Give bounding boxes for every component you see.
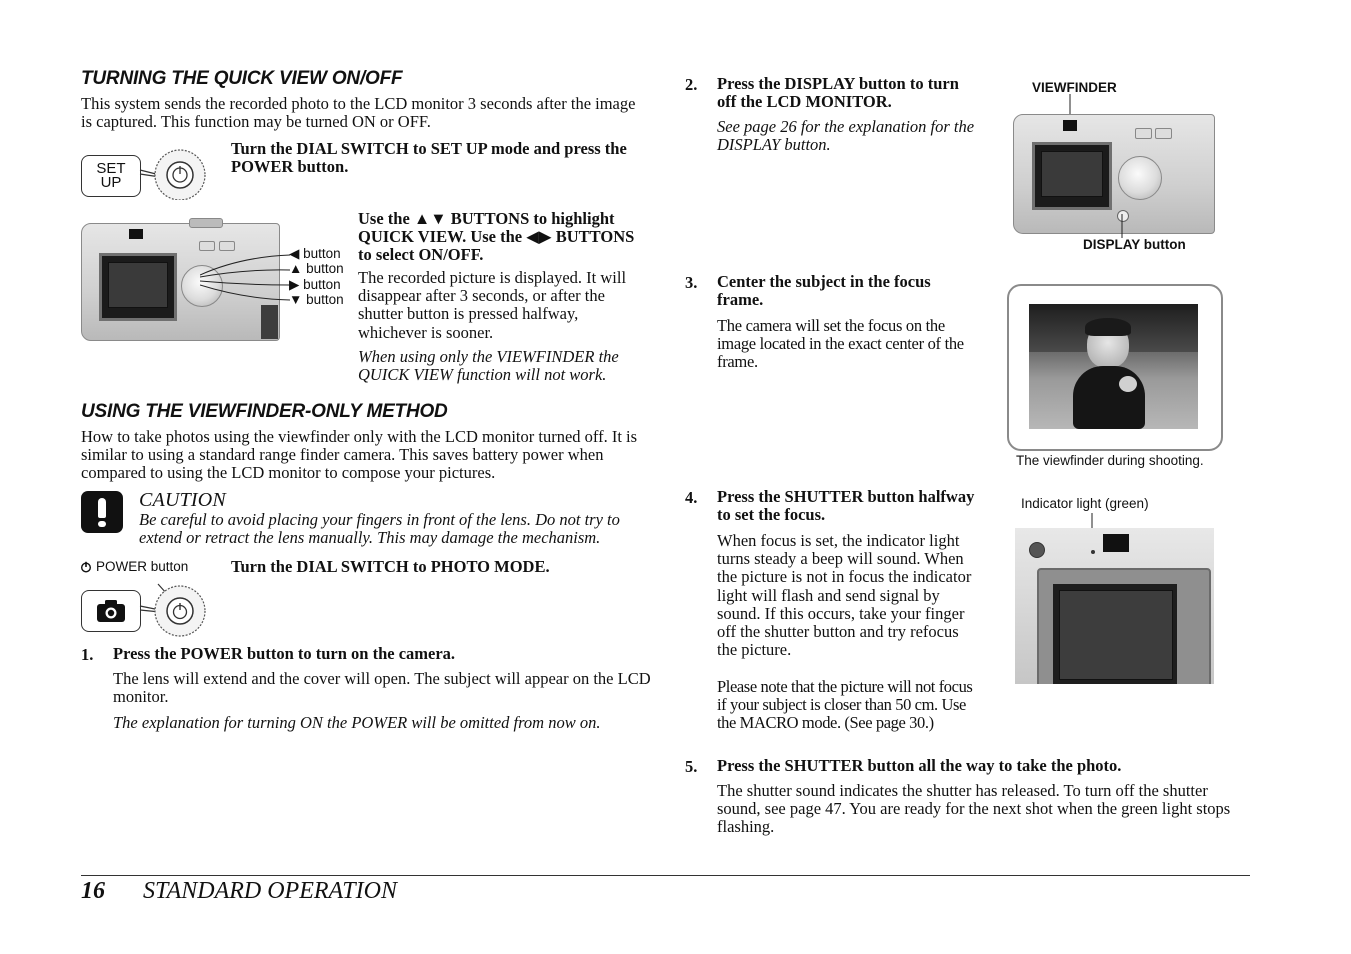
right-button-label: ▶ button [289, 276, 341, 292]
footer-rule [81, 875, 1250, 876]
page-number: 16 [81, 878, 105, 904]
viewfinder-label: VIEWFINDER [1032, 80, 1117, 95]
step4-body: When focus is set, the indicator light turns steady a beep will sound. When the picture is not in focus the indicator light will flash and send signal by sound. If this occurs, take your finger off the shutter button and try refocus the picture. [717, 531, 972, 660]
step-buttons-body: The recorded picture is displayed. It will disappear after 3 seconds, or after the shutter button is pressed halfway, whichever is sooner. [358, 268, 627, 342]
camera-back-illustration-2 [1013, 110, 1215, 235]
camera-mode-badge [81, 590, 141, 632]
step5-number: 5. [685, 757, 698, 776]
step1-title: Press the POWER button to turn on the camera. [113, 644, 456, 663]
button-callout-lines [200, 247, 292, 307]
step4-title: Press the SHUTTER button halfway to set the focus. [717, 487, 975, 525]
caution-title: CAUTION [139, 489, 226, 511]
quick-view-intro: This system sends the recorded photo to the LCD monitor 3 seconds after the image is captured. This function may be turned ON or OFF. [81, 94, 636, 132]
step3-number: 3. [685, 273, 698, 292]
step5-title: Press the SHUTTER button all the way to take the photo. [717, 756, 1122, 775]
photo-dial-illustration [138, 582, 210, 638]
display-callout-line [1120, 214, 1124, 238]
button-labels [289, 246, 344, 307]
power-icon [80, 561, 92, 573]
power-button-label-group [80, 559, 188, 574]
step5-body: The shutter sound indicates the shutter has released. To turn off the shutter sound, see page 47. You are ready for the next shot when the green light stops flashing. [717, 781, 1231, 837]
step1-note: The explanation for turning ON the POWER will be omitted from now on. [113, 713, 601, 732]
step3-body: The camera will set the focus on the image located in the exact center of the frame. [717, 316, 964, 372]
step-photo-mode: Turn the DIAL SWITCH to PHOTO MODE. [231, 557, 550, 576]
caution-exclamation-icon [81, 491, 123, 533]
step1-body: The lens will extend and the cover will open. The subject will appear on the LCD monitor. [113, 669, 651, 707]
step2-note: See page 26 for the explanation for the DISPLAY button. [717, 117, 975, 155]
chapter-title: STANDARD OPERATION [143, 878, 397, 904]
step4-body-2: Please note that the picture will not focus if your subject is closer than 50 cm. Use the MACRO mode. (See page 30.) [717, 677, 973, 733]
indicator-light-label: Indicator light (green) [1021, 496, 1149, 511]
step2-title: Press the DISPLAY button to turn off the LCD MONITOR. [717, 74, 959, 112]
setup-badge [81, 155, 141, 197]
indicator-closeup-illustration [1015, 528, 1214, 684]
step-setup: Turn the DIAL SWITCH to SET UP mode and press the POWER button. [231, 139, 627, 177]
step2-number: 2. [685, 75, 698, 94]
camera-icon [96, 599, 126, 623]
caution-body: Be careful to avoid placing your fingers in front of the lens. Do not try to extend or retract the lens manually. This may damage the mechanism. [139, 510, 620, 548]
power-button-label: POWER button [96, 559, 189, 574]
step3-title: Center the subject in the focus frame. [717, 272, 931, 310]
setup-dial-illustration [138, 148, 210, 200]
section-title-viewfinder: USING THE VIEWFINDER-ONLY METHOD [81, 401, 448, 422]
setup-badge-text: SET UP [96, 160, 126, 191]
step-buttons: Use the ▲▼ BUTTONS to highlight QUICK VIEW. Use the ◀▶ BUTTONS to select ON/OFF. [358, 209, 635, 265]
display-button-label: DISPLAY button [1083, 237, 1186, 252]
viewfinder-intro: How to take photos using the viewfinder only with the LCD monitor turned off. It is similar to using a standard range finder camera. This saves battery power when compared to using the LCD monitor to compose your pictures. [81, 427, 638, 483]
viewfinder-caption: The viewfinder during shooting. [1016, 453, 1204, 468]
up-button-label: ▲ button [289, 261, 344, 277]
step1-number: 1. [81, 645, 94, 664]
viewfinder-frame [1007, 284, 1223, 451]
step-buttons-note: When using only the VIEWFINDER the QUICK VIEW function will not work. [358, 347, 619, 385]
section-title-quick-view: TURNING THE QUICK VIEW ON/OFF [81, 68, 403, 89]
down-button-label: ▼ button [289, 291, 344, 307]
step4-number: 4. [685, 488, 698, 507]
viewfinder-photo [1029, 304, 1198, 429]
left-button-label: ◀ button [289, 246, 341, 261]
